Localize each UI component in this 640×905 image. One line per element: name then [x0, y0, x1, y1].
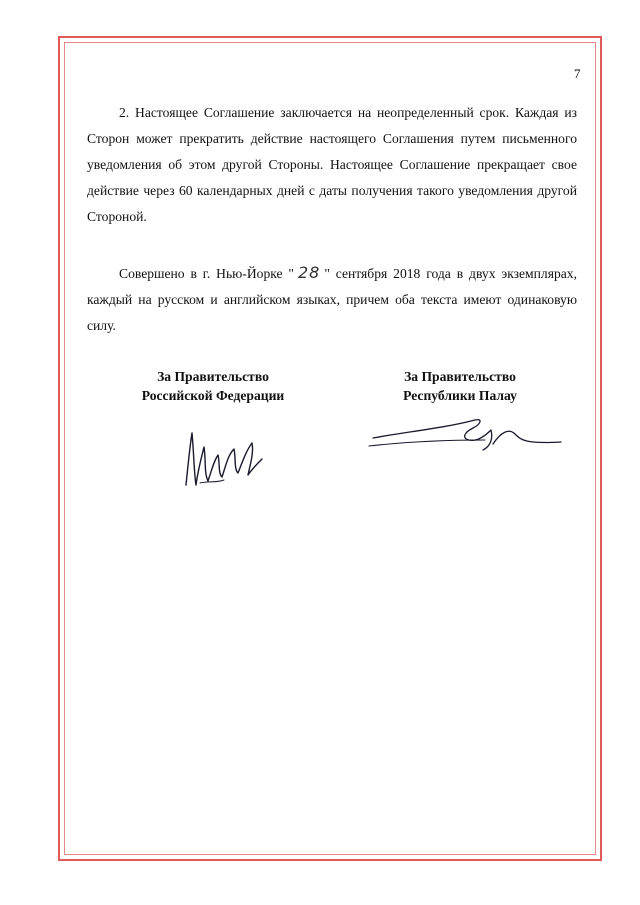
- page-number: 7: [574, 66, 581, 81]
- paragraph-done-at: [87, 260, 577, 339]
- paragraph-term: [87, 100, 577, 230]
- done-at-suffix: " сентября 2018 года в двух экземплярах, каждый на русском и английском языках, причем оба текста имеют одинаковую силу.: [87, 266, 577, 333]
- signatory-russia: [108, 367, 318, 405]
- signatory-palau-line2: Республики Палау: [403, 388, 517, 403]
- signature-palau: [365, 410, 565, 460]
- signature-russia: [178, 425, 268, 495]
- signatory-russia-line1: За Правительство: [157, 369, 269, 384]
- done-at-prefix: Совершено в г. Нью-Йорке ": [119, 266, 294, 281]
- signatory-palau-line1: За Правительство: [404, 369, 516, 384]
- signatory-palau: [355, 367, 565, 405]
- signatory-russia-line2: Российской Федерации: [141, 388, 285, 403]
- paragraph-term-text: 2. Настоящее Соглашение заключается на неопределенный срок. Каждая из Сторон может прекратить действие настоящего Соглашения путем письменного уведомления об этом другой Стороны. Настоящее Соглашение прекращает свое действие через 60 календарных дней с даты получения такого уведомления другой Стороной.: [87, 105, 577, 224]
- handwritten-day: 28: [297, 263, 321, 282]
